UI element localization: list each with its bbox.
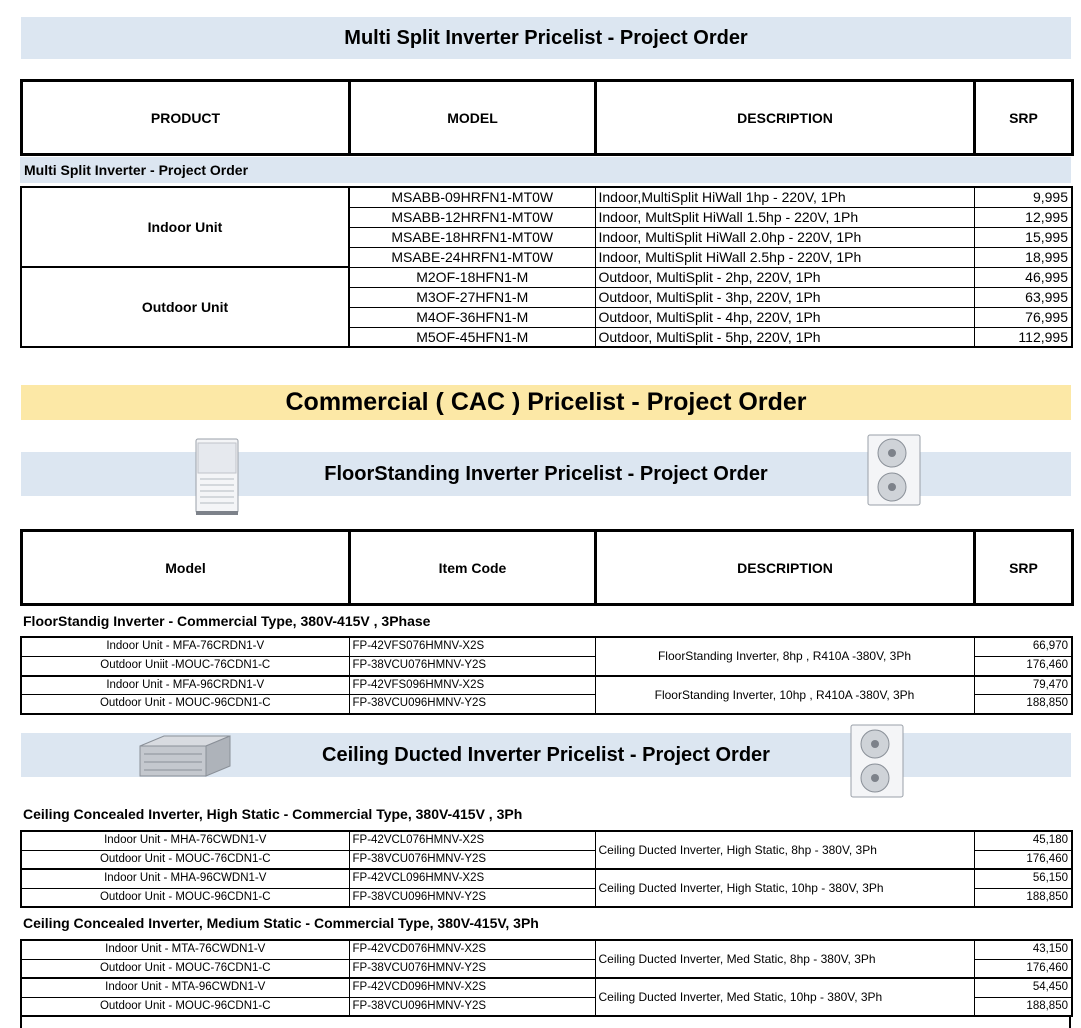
description-cell: Ceiling Ducted Inverter, Med Static, 8hp - 380V, 3Ph [595, 940, 974, 978]
description-cell: Indoor,MultiSplit HiWall 1hp - 220V, 1Ph [595, 187, 974, 207]
srp-cell: 63,995 [974, 287, 1072, 307]
description-cell: FloorStanding Inverter, 8hp , R410A -380V, 3Ph [595, 637, 974, 676]
model-cell: MSABE-18HRFN1-MT0W [349, 227, 595, 247]
continuation-border [20, 1017, 1071, 1028]
table-row [21, 831, 1072, 850]
description-cell: FloorStanding Inverter, 10hp , R410A -380V, 3Ph [595, 676, 974, 715]
srp-cell: 79,470 [974, 676, 1072, 695]
ceiling-medium-static-table [20, 939, 1073, 1017]
ceiling-medium-static-label: Ceiling Concealed Inverter, Medium Static - Commercial Type, 380V-415V, 3Ph [23, 915, 539, 931]
floorstanding-section-label: FloorStandig Inverter - Commercial Type, 380V-415V , 3Phase [23, 613, 431, 629]
ceiling-ducted-indoor-unit-image [134, 732, 234, 780]
srp-cell: 15,995 [974, 227, 1072, 247]
srp-cell: 18,995 [974, 247, 1072, 267]
floorstanding-outdoor-unit-image [865, 433, 925, 507]
srp-cell: 66,970 [974, 637, 1072, 656]
multi-split-table [20, 186, 1073, 348]
srp-cell: 43,150 [974, 940, 1072, 959]
srp-cell: 9,995 [974, 187, 1072, 207]
item-code-cell: FP-38VCU096HMNV-Y2S [349, 888, 595, 907]
ceiling-high-static-table [20, 830, 1073, 908]
floorstanding-title: FloorStanding Inverter Pricelist - Project Order [21, 452, 1071, 496]
item-code-cell: FP-42VCL096HMNV-X2S [349, 869, 595, 888]
model-cell: Indoor Unit - MHA-96CWDN1-V [21, 869, 349, 888]
model-cell: Indoor Unit - MHA-76CWDN1-V [21, 831, 349, 850]
product-group-label: Outdoor Unit [21, 267, 349, 347]
model-cell: Outdoor Unit - MOUC-76CDN1-C [21, 959, 349, 978]
table-row [21, 978, 1072, 997]
model-cell: Outdoor Unit - MOUC-96CDN1-C [21, 997, 349, 1016]
description-cell: Ceiling Ducted Inverter, High Static, 8hp - 380V, 3Ph [595, 831, 974, 869]
srp-cell: 188,850 [974, 888, 1072, 907]
model-cell: MSABE-24HRFN1-MT0W [349, 247, 595, 267]
item-code-cell: FP-42VCL076HMNV-X2S [349, 831, 595, 850]
srp-cell: 56,150 [974, 869, 1072, 888]
srp-cell: 188,850 [974, 997, 1072, 1016]
model-cell: Outdoor Uniit -MOUC-76CDN1-C [21, 656, 349, 675]
model-cell: M2OF-18HFN1-M [349, 267, 595, 287]
description-cell: Indoor, MultSplit HiWall 1.5hp - 220V, 1Ph [595, 207, 974, 227]
header-description: DESCRIPTION [596, 81, 975, 155]
ceiling-high-static-label: Ceiling Concealed Inverter, High Static - Commercial Type, 380V-415V , 3Ph [23, 806, 523, 822]
model-cell: Indoor Unit - MFA-96CRDN1-V [21, 676, 349, 695]
srp-cell: 112,995 [974, 327, 1072, 347]
floorstanding-table [20, 636, 1073, 715]
table-row [21, 187, 1072, 207]
table-row [21, 869, 1072, 888]
header-model: Model [22, 531, 350, 605]
table-row [21, 940, 1072, 959]
header-srp: SRP [975, 81, 1073, 155]
model-cell: MSABB-12HRFN1-MT0W [349, 207, 595, 227]
item-code-cell: FP-38VCU076HMNV-Y2S [349, 959, 595, 978]
table-row [21, 676, 1072, 695]
item-code-cell: FP-42VCD096HMNV-X2S [349, 978, 595, 997]
ceiling-ducted-outdoor-unit-image [848, 723, 908, 799]
model-cell: Indoor Unit - MTA-96CWDN1-V [21, 978, 349, 997]
header-product: PRODUCT [22, 81, 350, 155]
model-cell: M5OF-45HFN1-M [349, 327, 595, 347]
floorstanding-header [20, 529, 1074, 606]
table-row [21, 267, 1072, 287]
commercial-title: Commercial ( CAC ) Pricelist - Project Order [21, 385, 1071, 420]
description-cell: Indoor, MultiSplit HiWall 2.0hp - 220V, 1Ph [595, 227, 974, 247]
product-group-label: Indoor Unit [21, 187, 349, 267]
description-cell: Outdoor, MultiSplit - 2hp, 220V, 1Ph [595, 267, 974, 287]
description-cell: Indoor, MultiSplit HiWall 2.5hp - 220V, 1Ph [595, 247, 974, 267]
item-code-cell: FP-38VCU076HMNV-Y2S [349, 850, 595, 869]
multi-split-header [20, 79, 1074, 156]
model-cell: M3OF-27HFN1-M [349, 287, 595, 307]
header-srp: SRP [975, 531, 1073, 605]
srp-cell: 54,450 [974, 978, 1072, 997]
item-code-cell: FP-38VCU096HMNV-Y2S [349, 695, 595, 714]
model-cell: M4OF-36HFN1-M [349, 307, 595, 327]
srp-cell: 188,850 [974, 695, 1072, 714]
floorstanding-indoor-unit-image [190, 437, 246, 517]
header-model: MODEL [350, 81, 596, 155]
model-cell: Indoor Unit - MTA-76CWDN1-V [21, 940, 349, 959]
srp-cell: 76,995 [974, 307, 1072, 327]
description-cell: Outdoor, MultiSplit - 3hp, 220V, 1Ph [595, 287, 974, 307]
item-code-cell: FP-42VFS096HMNV-X2S [349, 676, 595, 695]
description-cell: Outdoor, MultiSplit - 4hp, 220V, 1Ph [595, 307, 974, 327]
item-code-cell: FP-42VFS076HMNV-X2S [349, 637, 595, 656]
srp-cell: 176,460 [974, 656, 1072, 675]
model-cell: Indoor Unit - MFA-76CRDN1-V [21, 637, 349, 656]
multi-split-section-label: Multi Split Inverter - Project Order [20, 157, 1071, 183]
srp-cell: 46,995 [974, 267, 1072, 287]
description-cell: Outdoor, MultiSplit - 5hp, 220V, 1Ph [595, 327, 974, 347]
srp-cell: 176,460 [974, 850, 1072, 869]
model-cell: Outdoor Unit - MOUC-96CDN1-C [21, 888, 349, 907]
header-item-code: Item Code [350, 531, 596, 605]
item-code-cell: FP-38VCU076HMNV-Y2S [349, 656, 595, 675]
model-cell: Outdoor Unit - MOUC-76CDN1-C [21, 850, 349, 869]
model-cell: Outdoor Unit - MOUC-96CDN1-C [21, 695, 349, 714]
srp-cell: 45,180 [974, 831, 1072, 850]
model-cell: MSABB-09HRFN1-MT0W [349, 187, 595, 207]
description-cell: Ceiling Ducted Inverter, Med Static, 10hp - 380V, 3Ph [595, 978, 974, 1016]
srp-cell: 176,460 [974, 959, 1072, 978]
item-code-cell: FP-38VCU096HMNV-Y2S [349, 997, 595, 1016]
ceiling-ducted-title: Ceiling Ducted Inverter Pricelist - Project Order [21, 733, 1071, 777]
multi-split-title: Multi Split Inverter Pricelist - Project Order [21, 17, 1071, 59]
item-code-cell: FP-42VCD076HMNV-X2S [349, 940, 595, 959]
table-row [21, 637, 1072, 656]
description-cell: Ceiling Ducted Inverter, High Static, 10hp - 380V, 3Ph [595, 869, 974, 907]
srp-cell: 12,995 [974, 207, 1072, 227]
header-description: DESCRIPTION [596, 531, 975, 605]
